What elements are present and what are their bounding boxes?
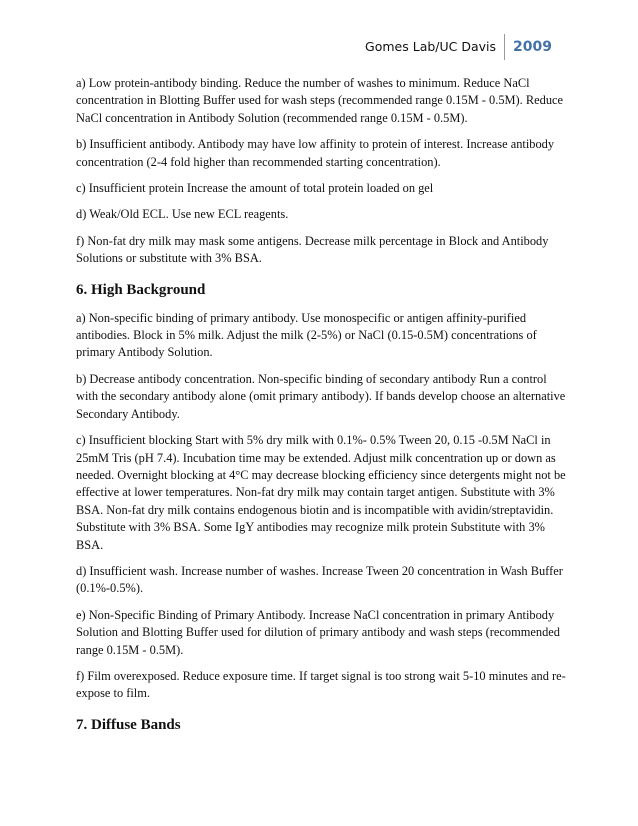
paragraph-intro-d: d) Weak/Old ECL. Use new ECL reagents. xyxy=(76,207,289,222)
section-heading-high-background: 6. High Background xyxy=(76,281,206,298)
paragraph-s6-f: f) Film overexposed. Reduce exposure time. If target signal is too strong wait 5-10 minutes and re-expose to film. xyxy=(76,668,566,701)
paragraph-intro-a: a) Low protein-antibody binding. Reduce the number of washes to minimum. Reduce NaCl concentration in Blotting Buffer used for wash steps (recommended range 0.15M - 0.5M). Reduce NaCl concentration in Antibody Solution (recommended range 0.15M - 0.5M). xyxy=(76,76,564,125)
paragraph-s6-a: a) Non-specific binding of primary antibody. Use monospecific or antigen affinity-purified antibodies. Block in 5% milk. Adjust the milk (2-5%) or NaCl (0.15-0.5M) concentrations of primary Antibody Solution. xyxy=(76,310,537,360)
document-body xyxy=(76,75,566,745)
paragraph-intro-f: f) Non-fat dry milk may mask some antigens. Decrease milk percentage in Block and Antibody Solutions or substitute with 3% BSA. xyxy=(76,233,549,266)
header-org: Gomes Lab/UC Davis xyxy=(365,34,505,60)
paragraph-intro-b: b) Insufficient antibody. Antibody may have low affinity to protein of interest. Increase antibody concentration (2-4 fold higher than recommended starting concentration). xyxy=(76,137,555,169)
section-heading-diffuse-bands: 7. Diffuse Bands xyxy=(76,716,181,733)
paragraph-s6-c: c) Insufficient blocking Start with 5% dry milk with 0.1%- 0.5% Tween 20, 0.15 -0.5M NaCl in 25mM Tris (pH 7.4). Incubation time may be extended. Adjust milk concentration up or down as needed. Overnight blocking at 4°C may decrease blocking efficiency since detergents might not be effective at lower temperatures. Non-fat dry milk may contain target antigen. Substitute with 3% BSA. Non-fat dry milk contains endogenous biotin and is incompatible with avidin/streptavidin. Substitute with 3% BSA. Some IgY antibodies may recognize milk protein Substitute with 3% BSA. xyxy=(76,433,566,552)
paragraph-s6-e: e) Non-Specific Binding of Primary Antibody. Increase NaCl concentration in primary Antibody Solution and Blotting Buffer used for dilution of primary antibody and wash steps (recommended range 0.15M - 0.5M). xyxy=(76,607,560,657)
paragraph-intro-c: c) Insufficient protein Increase the amount of total protein loaded on gel xyxy=(76,181,434,196)
header-year: 2009 xyxy=(513,39,552,55)
paragraph-s6-d: d) Insufficient wash. Increase number of washes. Increase Tween 20 concentration in Wash Buffer (0.1%-0.5%). xyxy=(76,563,563,596)
page-header xyxy=(365,34,552,60)
paragraph-s6-b: b) Decrease antibody concentration. Non-specific binding of secondary antibody Run a control with the secondary antibody alone (omit primary antibody). If bands develop choose an alternative Secondary Antibody. xyxy=(76,371,566,421)
